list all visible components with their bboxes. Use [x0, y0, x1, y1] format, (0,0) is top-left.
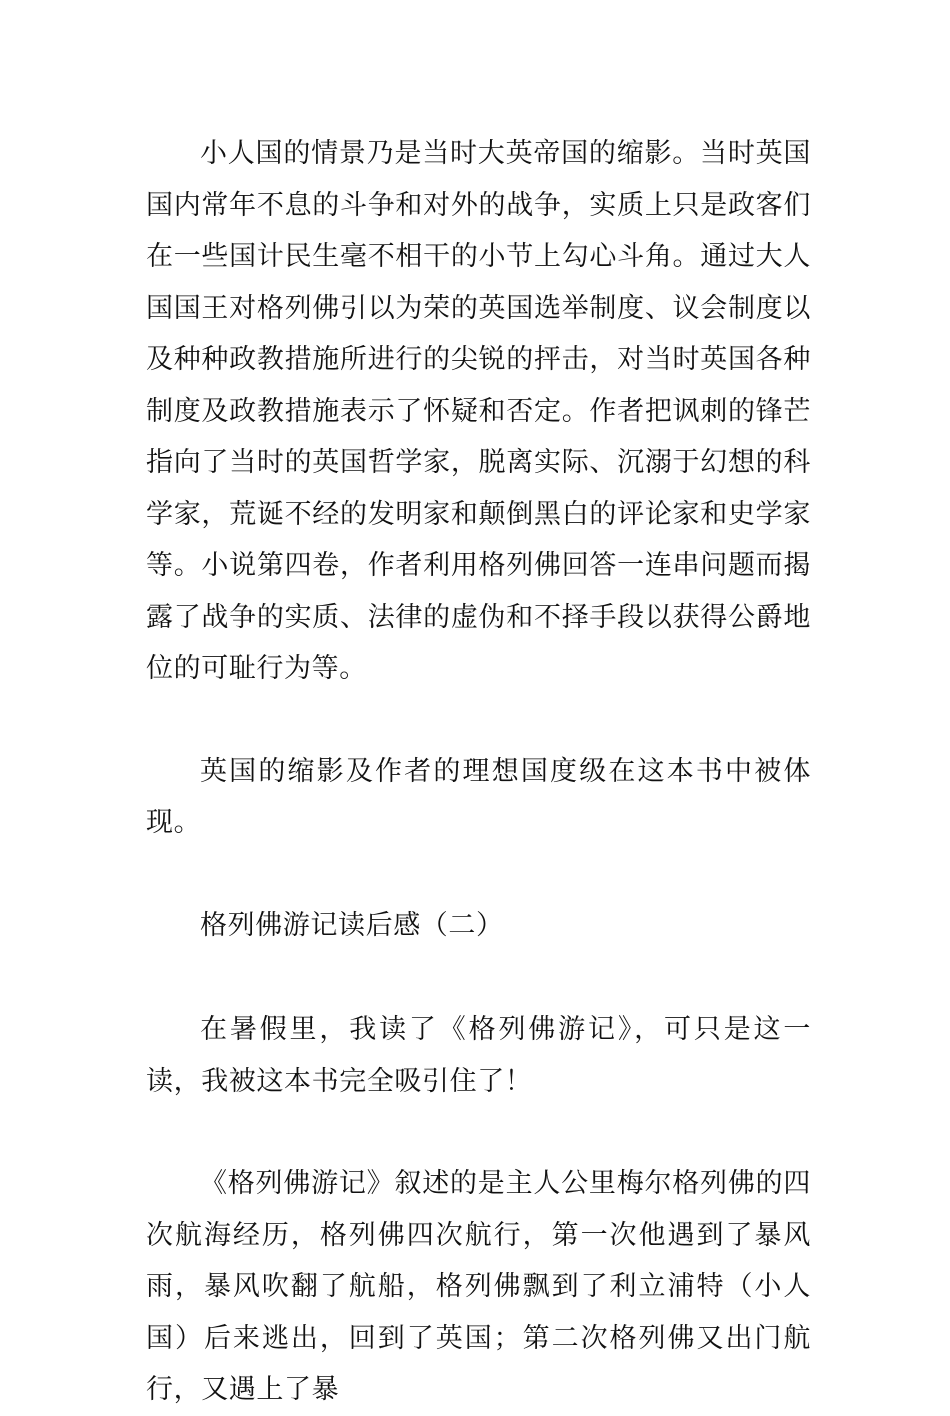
paragraph-lilliput-analysis: 小人国的情景乃是当时大英帝国的缩影。当时英国国内常年不息的斗争和对外的战争，实质上只是政客们在一些国计民生毫不相干的小节上勾心斗角。通过大人国国王对格列佛引以为荣的英国选举制度、议会制度以及种种政教措施所进行的尖锐的抨击，对当时英国各种制度及政教措施表示了怀疑和否定。作者把讽刺的锋芒指向了当时的英国哲学家，脱离实际、沉溺于幻想的科学家，荒诞不经的发明家和颠倒黑白的评论家和史学家等。小说第四卷，作者利用格列佛回答一连串问题而揭露了战争的实质、法律的虚伪和不择手段以获得公爵地位的可耻行为等。 — [146, 138, 811, 684]
paragraph-spacer — [146, 1107, 811, 1158]
paragraph-voyages-description: 《格列佛游记》叙述的是主人公里梅尔格列佛的四次航海经历，格列佛四次航行，第一次他遇到了暴风雨，暴风吹翻了航船，格列佛飘到了利立浦特（小人国）后来逃出，回到了英国；第二次格列佛又出门航行，又遇上了暴 — [146, 1168, 811, 1405]
paragraph-summary-line: 英国的缩影及作者的理想国度级在这本书中被体现。 — [146, 755, 811, 838]
paragraph-spacer — [146, 695, 811, 746]
document-body — [146, 128, 811, 1416]
paragraph-summer-reading: 在暑假里，我读了《格列佛游记》，可只是这一读，我被这本书完全吸引住了！ — [146, 1014, 811, 1097]
section-title: 格列佛游记读后感（二） — [200, 909, 504, 941]
paragraph-spacer — [146, 951, 811, 1004]
paragraph-spacer — [146, 849, 811, 900]
